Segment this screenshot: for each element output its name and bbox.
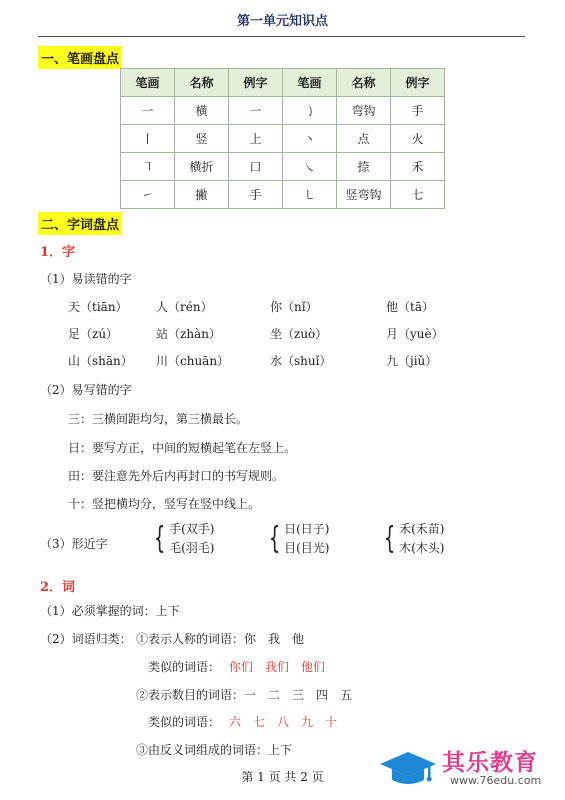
similar-word: 禾(禾苗) [399, 522, 445, 536]
write-tip: 田：要注意先外后内再封口的书写规则。 [68, 469, 285, 483]
table-cell: 口 [229, 153, 283, 181]
must-know-words: （1）必须掌握的词：上下 [40, 604, 180, 618]
item-easy-misread: （1）易读错的字 [40, 272, 132, 286]
word-class-number: ②表示数目的词语：一 二 三 四 五 [136, 688, 353, 702]
table-row [121, 153, 445, 181]
word-class-antonym: ③由反义词组成的词语：上下 [136, 743, 293, 757]
table-cell: ㇁ [283, 97, 337, 125]
brace-symbol: { [383, 521, 396, 556]
pinyin-item: 站（zhàn） [156, 327, 221, 341]
table-cell: 弯钩 [337, 97, 391, 125]
page-title: 第一单元知识点 [236, 14, 328, 29]
table-header: 笔画 [121, 69, 175, 97]
table-cell: 丨 [121, 125, 175, 153]
graduation-cap-icon [378, 748, 438, 788]
table-cell: 七 [391, 181, 445, 209]
table-cell: 火 [391, 125, 445, 153]
write-tip: 日：要写方正，中间的短横起笔在左竖上。 [68, 441, 297, 455]
table-header: 例字 [229, 69, 283, 97]
similar-words-label: 类似的词语： [148, 715, 221, 729]
table-header-row [121, 69, 445, 97]
table-cell: ㇏ [283, 153, 337, 181]
brace-symbol: { [153, 521, 166, 556]
similar-group [380, 520, 444, 558]
item-easy-miswrite: （2）易写错的字 [40, 383, 132, 397]
pinyin-item: 足（zú） [68, 327, 119, 341]
similar-word: 毛(羽毛) [169, 541, 215, 555]
table-header: 笔画 [283, 69, 337, 97]
similar-group [265, 520, 329, 558]
section-heading-strokes: 一、笔画盘点 [38, 46, 122, 69]
strokes-table [120, 68, 445, 209]
table-header: 例字 [391, 69, 445, 97]
table-cell: ㇄ [283, 181, 337, 209]
pinyin-item: 人（rén） [156, 300, 213, 314]
table-cell: 手 [229, 181, 283, 209]
pinyin-item: 坐（zuò） [270, 327, 328, 341]
pinyin-item: 川（chuān） [156, 354, 230, 368]
pinyin-item: 他（tā） [386, 300, 434, 314]
pinyin-item: 九（jiǔ） [386, 354, 438, 368]
table-cell: 一 [121, 97, 175, 125]
table-header: 名称 [175, 69, 229, 97]
table-cell: 横折 [175, 153, 229, 181]
word-classification-prefix: （2）词语归类： [40, 632, 132, 646]
pinyin-item: 水（shuǐ） [270, 354, 332, 368]
similar-word: 手(双手) [169, 522, 215, 536]
table-cell: 手 [391, 97, 445, 125]
similar-word: 木(木头) [399, 541, 445, 555]
title-rule [38, 36, 525, 37]
similar-words-person: 你们 我们 他们 [229, 660, 326, 674]
pinyin-item: 月（yuè） [386, 327, 444, 341]
table-cell: 上 [229, 125, 283, 153]
logo-text: 其乐教育 [442, 750, 538, 776]
table-cell: 捺 [337, 153, 391, 181]
table-cell: ㇕ [121, 153, 175, 181]
brand-logo [378, 742, 558, 794]
brace-symbol: { [268, 521, 281, 556]
similar-group [150, 520, 214, 558]
sub-heading-characters: 1．字 [40, 245, 76, 260]
table-row [121, 125, 445, 153]
pinyin-item: 天（tiān） [68, 300, 128, 314]
table-cell: 点 [337, 125, 391, 153]
table-cell: 撇 [175, 181, 229, 209]
pinyin-item: 山（shān） [68, 354, 133, 368]
table-cell: 一 [229, 97, 283, 125]
logo-url: www.76edu.com [450, 774, 542, 787]
sub-heading-words: 2．词 [40, 580, 76, 595]
item-similar-chars: （3）形近字 [40, 537, 108, 551]
table-row [121, 97, 445, 125]
table-cell: 横 [175, 97, 229, 125]
similar-word: 日(日子) [284, 522, 330, 536]
table-header: 名称 [337, 69, 391, 97]
similar-words-number: 六 七 八 九 十 [229, 715, 338, 729]
section-heading-words: 二、字词盘点 [38, 212, 122, 235]
table-cell: ㇀ [121, 181, 175, 209]
table-cell: 丶 [283, 125, 337, 153]
table-cell: 竖 [175, 125, 229, 153]
similar-words-label: 类似的词语： [148, 660, 221, 674]
word-class-person: ①表示人称的词语：你 我 他 [136, 632, 305, 646]
table-cell: 禾 [391, 153, 445, 181]
similar-word: 目(目光) [284, 541, 330, 555]
table-cell: 竖弯钩 [337, 181, 391, 209]
write-tip: 十：竖把横均分，竖写在竖中线上。 [68, 497, 261, 511]
page-footer: 第 1 页 共 2 页 [241, 770, 324, 784]
write-tip: 三：三横间距均匀，第三横最长。 [68, 412, 249, 426]
table-row [121, 181, 445, 209]
pinyin-item: 你（nǐ） [270, 300, 318, 314]
